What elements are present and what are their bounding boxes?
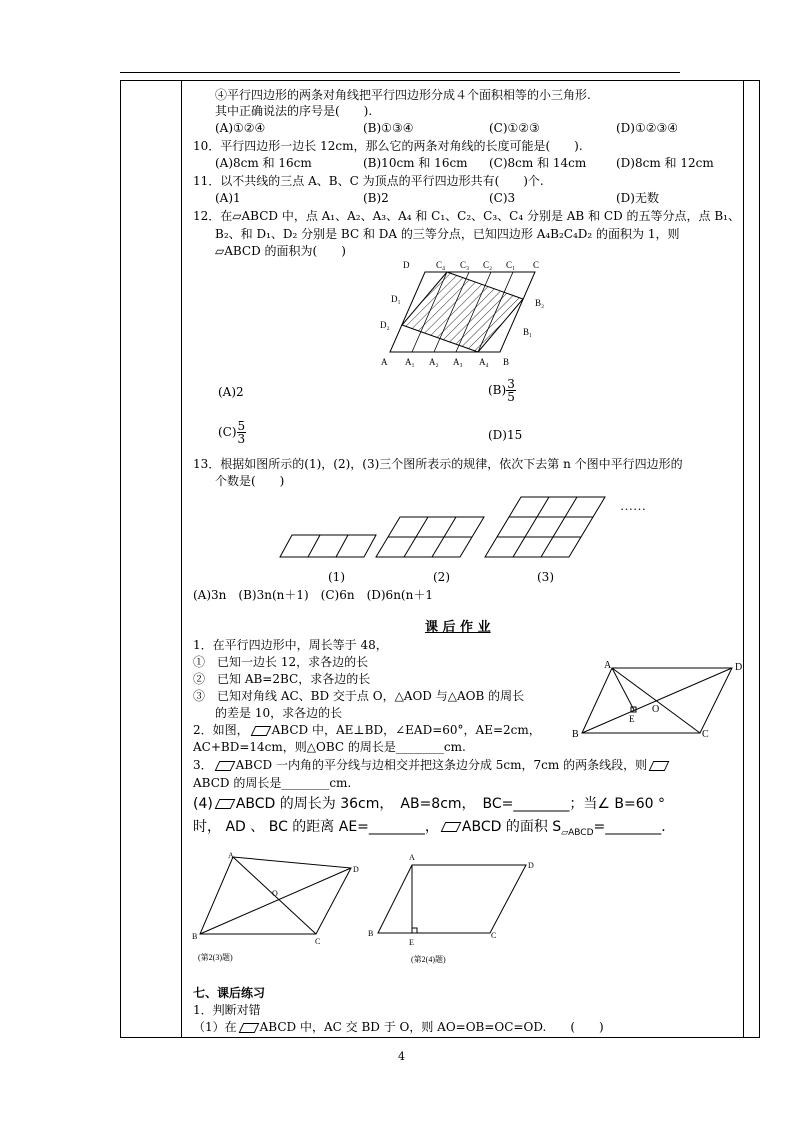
parallelogram-abcd bbox=[378, 865, 526, 933]
text: 3． bbox=[193, 758, 213, 772]
text: 时， AD 、 BC 的距离 AE=________， bbox=[193, 819, 439, 835]
parallelogram-symbol-icon bbox=[214, 761, 235, 771]
text: ABCD 的面积 S bbox=[461, 819, 562, 835]
label-c: C bbox=[533, 260, 540, 270]
label-b: B bbox=[572, 729, 579, 740]
hw-problem-1b: ② 已知 AB=2BC，求各边的长 bbox=[193, 672, 371, 686]
hw-problem-3 bbox=[193, 758, 670, 772]
text: =________. bbox=[593, 819, 666, 835]
label-e: E bbox=[629, 714, 635, 724]
label-b: B bbox=[192, 932, 198, 941]
practice-question-1 bbox=[193, 1020, 604, 1034]
label-b: B bbox=[503, 357, 510, 367]
q9-option-d: (D)①②③④ bbox=[616, 121, 679, 135]
q11-option-d: (D)无数 bbox=[616, 191, 659, 205]
denominator: 3 bbox=[237, 432, 246, 446]
text: ABCD 中，AE⊥BD，∠EAD=60°，AE=2cm， bbox=[271, 723, 541, 737]
text: 2．如图， bbox=[193, 723, 249, 737]
parallelogram-symbol-icon bbox=[215, 799, 236, 809]
q9-option-b: (B)①③④ bbox=[363, 121, 414, 135]
parallelogram-symbol-icon bbox=[250, 726, 271, 736]
label-b: B bbox=[368, 929, 374, 938]
label-c3: C₃ bbox=[460, 260, 470, 270]
hw-figure-2 bbox=[188, 852, 368, 967]
q12-line-3: ▱ABCD 的面积为( ) bbox=[215, 244, 346, 258]
pattern-fig-1 bbox=[280, 535, 376, 557]
text: （1）在 bbox=[193, 1020, 237, 1034]
fraction bbox=[237, 420, 247, 445]
label-o: O bbox=[272, 889, 278, 898]
q13-figures bbox=[280, 495, 646, 570]
label-e: E bbox=[409, 938, 414, 947]
homework-title: 课 后 作 业 bbox=[425, 620, 491, 635]
label-d1: D₁ bbox=[391, 294, 401, 304]
figure-caption: (第2(4)题) bbox=[411, 955, 446, 964]
q13-label-2: (2) bbox=[433, 570, 450, 584]
continuation-dots: …… bbox=[620, 498, 646, 513]
q13-label-3: (3) bbox=[537, 570, 554, 584]
label-a: A bbox=[381, 357, 388, 367]
q9-statement-4: ④平行四边形的两条对角线把平行四边形分成４个面积相等的小三角形. bbox=[215, 88, 591, 102]
label-a1: A₁ bbox=[405, 357, 415, 367]
label-c: C bbox=[491, 931, 497, 940]
hw-figure-3 bbox=[368, 850, 548, 970]
numerator: 3 bbox=[507, 377, 515, 391]
q11-option-c: (C)3 bbox=[489, 191, 516, 205]
denominator: 5 bbox=[507, 390, 515, 404]
q12-option-c bbox=[218, 420, 246, 445]
q13-line-2: 个数是( ) bbox=[215, 474, 285, 488]
text: ABCD 的周长为 36cm， AB=8cm， BC=________；当∠ B=60 ° bbox=[235, 796, 666, 812]
q10-option-d: (D)8cm 和 12cm bbox=[616, 156, 714, 170]
q10-stem: 10．平行四边形一边长 12cm，那么它的两条对角线的长度可能是( ). bbox=[193, 139, 583, 153]
table-divider bbox=[181, 81, 182, 1037]
label-a: A bbox=[604, 660, 612, 671]
numerator: 5 bbox=[237, 419, 246, 433]
fraction bbox=[506, 378, 516, 403]
parallelogram-symbol-icon bbox=[441, 822, 462, 832]
label-d: D bbox=[528, 861, 534, 870]
q11-stem: 11．以不共线的三点 A、B、C 为顶点的平行四边形共有( )个. bbox=[193, 174, 544, 188]
label-c: C bbox=[702, 729, 709, 740]
text: ABCD 中，AC 交 BD 于 O，则 AO=OB=OC=OD. ( ) bbox=[259, 1020, 604, 1034]
practice-instruction: 1．判断对错 bbox=[193, 1003, 261, 1017]
label-d: D bbox=[353, 865, 359, 874]
q9-option-c: (C)①②③ bbox=[489, 121, 540, 135]
hw-problem-1c-cont: 的差是 10，求各边的长 bbox=[215, 706, 343, 720]
label-c: C bbox=[315, 937, 321, 946]
q10-option-b: (B)10cm 和 16cm bbox=[363, 156, 468, 170]
label-a2: A₂ bbox=[429, 357, 439, 367]
label-d2: D₂ bbox=[380, 320, 390, 330]
q12-line-2: B₂、和 D₁、D₂ 分别是 BC 和 DA 的三等分点，已知四边形 A₄B₂C₄D₂ 的面积为 1，则 bbox=[215, 227, 680, 241]
hw-problem-2 bbox=[193, 723, 541, 737]
q9-option-a: (A)①②④ bbox=[215, 121, 266, 135]
text: ABCD 一内角的平分线与边相交并把这条边分成 5cm，7cm 的两条线段，则 bbox=[235, 758, 648, 772]
q12-line-1: 12．在▱ABCD 中，点 A₁、A₂、A₃、A₄ 和 C₁、C₂、C₃、C₄ 分别是 AB 和 CD 的五等分点，点 B₁、 bbox=[193, 209, 740, 223]
q12-option-d: (D)15 bbox=[488, 428, 523, 442]
q10-option-c: (C)8cm 和 14cm bbox=[489, 156, 587, 170]
option-prefix: (C) bbox=[218, 425, 237, 439]
label-d: D bbox=[735, 662, 743, 673]
q12-figure bbox=[375, 255, 560, 370]
text: (4) bbox=[193, 796, 213, 812]
hw-figure-1 bbox=[572, 658, 747, 740]
q13-choices: (A)3n (B)3n(n＋1) (C)6n (D)6n(n＋1 bbox=[193, 588, 433, 602]
hw-problem-1a: ① 已知一边长 12，求各边的长 bbox=[193, 655, 369, 669]
q12-option-a: (A)2 bbox=[218, 385, 244, 399]
label-a: A bbox=[409, 853, 415, 862]
table-divider bbox=[743, 81, 744, 1037]
hw-problem-4 bbox=[193, 797, 665, 811]
practice-title: 七、课后练习 bbox=[193, 986, 266, 1000]
label-a3: A₃ bbox=[453, 357, 463, 367]
label-b2: B₂ bbox=[535, 298, 545, 308]
option-prefix: (B) bbox=[488, 383, 507, 397]
q11-option-a: (A)1 bbox=[215, 191, 241, 205]
label-d: D bbox=[403, 260, 410, 270]
label-a4: A₄ bbox=[479, 357, 489, 367]
q10-option-a: (A)8cm 和 16cm bbox=[215, 156, 312, 170]
q13-line-1: 13．根据如图所示的(1)，(2)，(3)三个图所表示的规律，依次下去第 n 个图中平行四边形的 bbox=[193, 457, 683, 471]
hw-problem-1: 1．在平行四边形中，周长等于 48， bbox=[193, 638, 388, 652]
parallelogram-symbol-icon bbox=[238, 1023, 259, 1033]
parallelogram-symbol-icon bbox=[649, 761, 670, 771]
q11-option-b: (B)2 bbox=[363, 191, 389, 205]
hw-problem-4-cont bbox=[193, 820, 666, 840]
pattern-fig-3 bbox=[485, 497, 605, 557]
q9-stem: 其中正确说法的序号是( ). bbox=[215, 104, 373, 118]
q12-option-b bbox=[488, 378, 516, 403]
hw-problem-3-cont: ABCD 的周长是________cm. bbox=[193, 776, 352, 790]
page-number: 4 bbox=[398, 1050, 405, 1063]
header-rule bbox=[120, 72, 680, 73]
label-o: O bbox=[652, 704, 660, 715]
q13-label-1: (1) bbox=[328, 570, 345, 584]
figure-caption: (第2(3)题) bbox=[198, 953, 233, 962]
label-b1: B₁ bbox=[523, 327, 533, 337]
hw-problem-1c: ③ 已知对角线 AC、BD 交于点 O，△AOD 与△AOB 的周长 bbox=[193, 689, 525, 703]
hw-problem-2-cont: AC+BD=14cm，则△OBC 的周长是________cm. bbox=[193, 740, 466, 754]
label-c2: C₂ bbox=[483, 260, 493, 270]
label-a: A bbox=[228, 851, 234, 860]
label-c4: C₄ bbox=[436, 260, 446, 270]
subscript: ▱ABCD bbox=[561, 827, 594, 838]
label-c1: C₁ bbox=[506, 260, 516, 270]
